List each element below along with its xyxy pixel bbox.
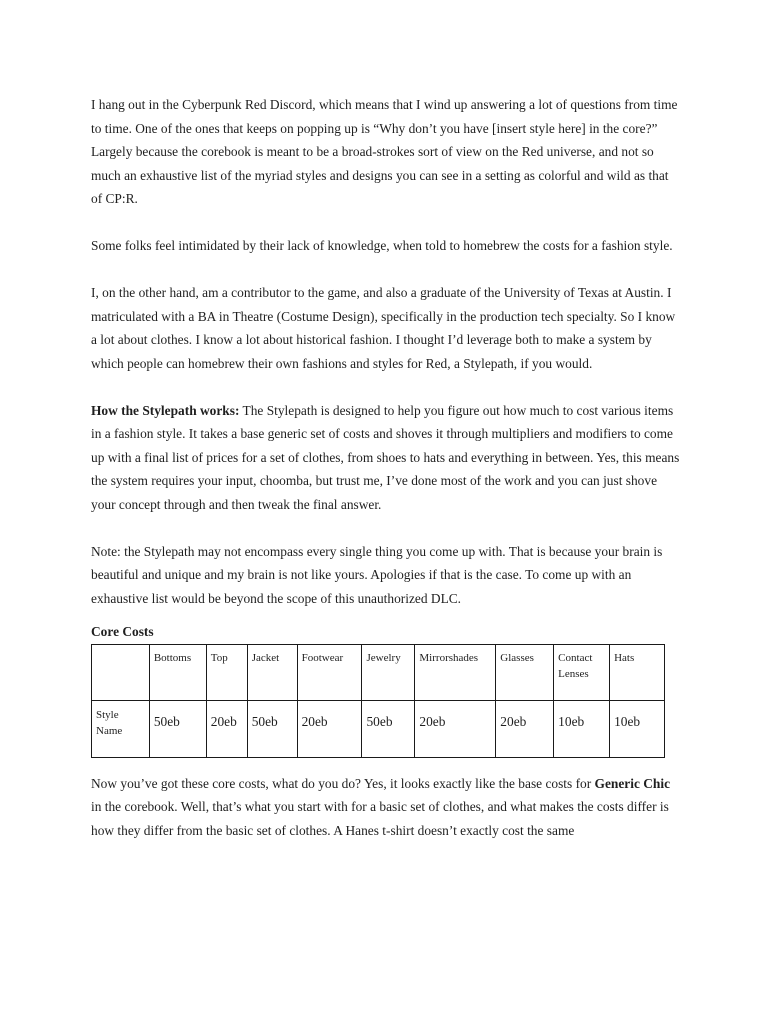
document-body	[91, 93, 683, 842]
paragraph-how-it-works	[91, 399, 683, 517]
header-corner-cell	[92, 644, 150, 700]
header-cell: Contact Lenses	[554, 644, 610, 700]
header-cell: Mirrorshades	[415, 644, 496, 700]
header-cell: Hats	[610, 644, 665, 700]
header-cell: Glasses	[496, 644, 554, 700]
paragraph-note: Note: the Stylepath may not encompass every single thing you come up with. That is because your brain is beautiful and unique and my brain is not like yours. Apologies if that is the case. To come up with an exhaustive list would be beyond the scope of this unauthorized DLC.	[91, 543, 663, 606]
value-cell: 20eb	[496, 700, 554, 757]
core-costs-title: Core Costs	[91, 624, 154, 639]
row-label-cell: Style Name	[92, 700, 150, 757]
value-cell: 50eb	[362, 700, 415, 757]
value-cell: 20eb	[297, 700, 362, 757]
generic-chic-term: Generic Chic	[594, 775, 671, 791]
core-costs-text-end: in the corebook. Well, that’s what you start with for a basic set of clothes, and what makes the costs differ is how they differ from the basic set of clothes. A Hanes t-shirt doesn’t exactly cost the same	[91, 799, 669, 838]
header-cell: Top	[206, 644, 247, 700]
header-cell: Bottoms	[149, 644, 206, 700]
header-cell: Jacket	[247, 644, 297, 700]
paragraph-intro: I hang out in the Cyberpunk Red Discord, which means that I wind up answering a lot of questions from time to time. One of the ones that keeps on popping up is “Why don’t you have [insert style here] in the core?” Largely because the corebook is meant to be a broad-strokes sort of view on the Red universe, and not so much an exhaustive list of the myriad styles and designs you can see in a setting as colorful and wild as that of CP:R.	[91, 97, 678, 206]
paragraph-core-costs-explained	[91, 772, 683, 843]
header-cell: Footwear	[297, 644, 362, 700]
header-cell: Jewelry	[362, 644, 415, 700]
paragraph-intimidated: Some folks feel intimidated by their lack of knowledge, when told to homebrew the costs for a fashion style.	[91, 238, 673, 253]
table-row	[92, 700, 665, 757]
core-costs-text-start: Now you’ve got these core costs, what do you do? Yes, it looks exactly like the base costs for	[91, 775, 595, 791]
value-cell: 20eb	[415, 700, 496, 757]
core-costs-table	[91, 644, 665, 758]
value-cell: 50eb	[247, 700, 297, 757]
how-it-works-text: The Stylepath is designed to help you figure out how much to cost various items in a fashion style. It takes a base generic set of costs and shoves it through multipliers and modifiers to come up with a final list of prices for a set of clothes, from shoes to hats and everything in between. Yes, this means the system requires your input, choomba, but trust me, I’ve done most of the work and you can just shove your concept through and then tweak the final answer.	[91, 402, 680, 512]
table-header-row	[92, 644, 665, 700]
how-it-works-heading: How the Stylepath works:	[91, 402, 240, 418]
value-cell: 10eb	[554, 700, 610, 757]
value-cell: 10eb	[610, 700, 665, 757]
paragraph-contributor: I, on the other hand, am a contributor to the game, and also a graduate of the University of Texas at Austin. I matriculated with a BA in Theatre (Costume Design), specifically in the production tech specialty. So I know a lot about clothes. I know a lot about historical fashion. I thought I’d leverage both to make a system by which people can homebrew their own fashions and styles for Red, a Stylepath, if you would.	[91, 285, 676, 371]
value-cell: 20eb	[206, 700, 247, 757]
value-cell: 50eb	[149, 700, 206, 757]
